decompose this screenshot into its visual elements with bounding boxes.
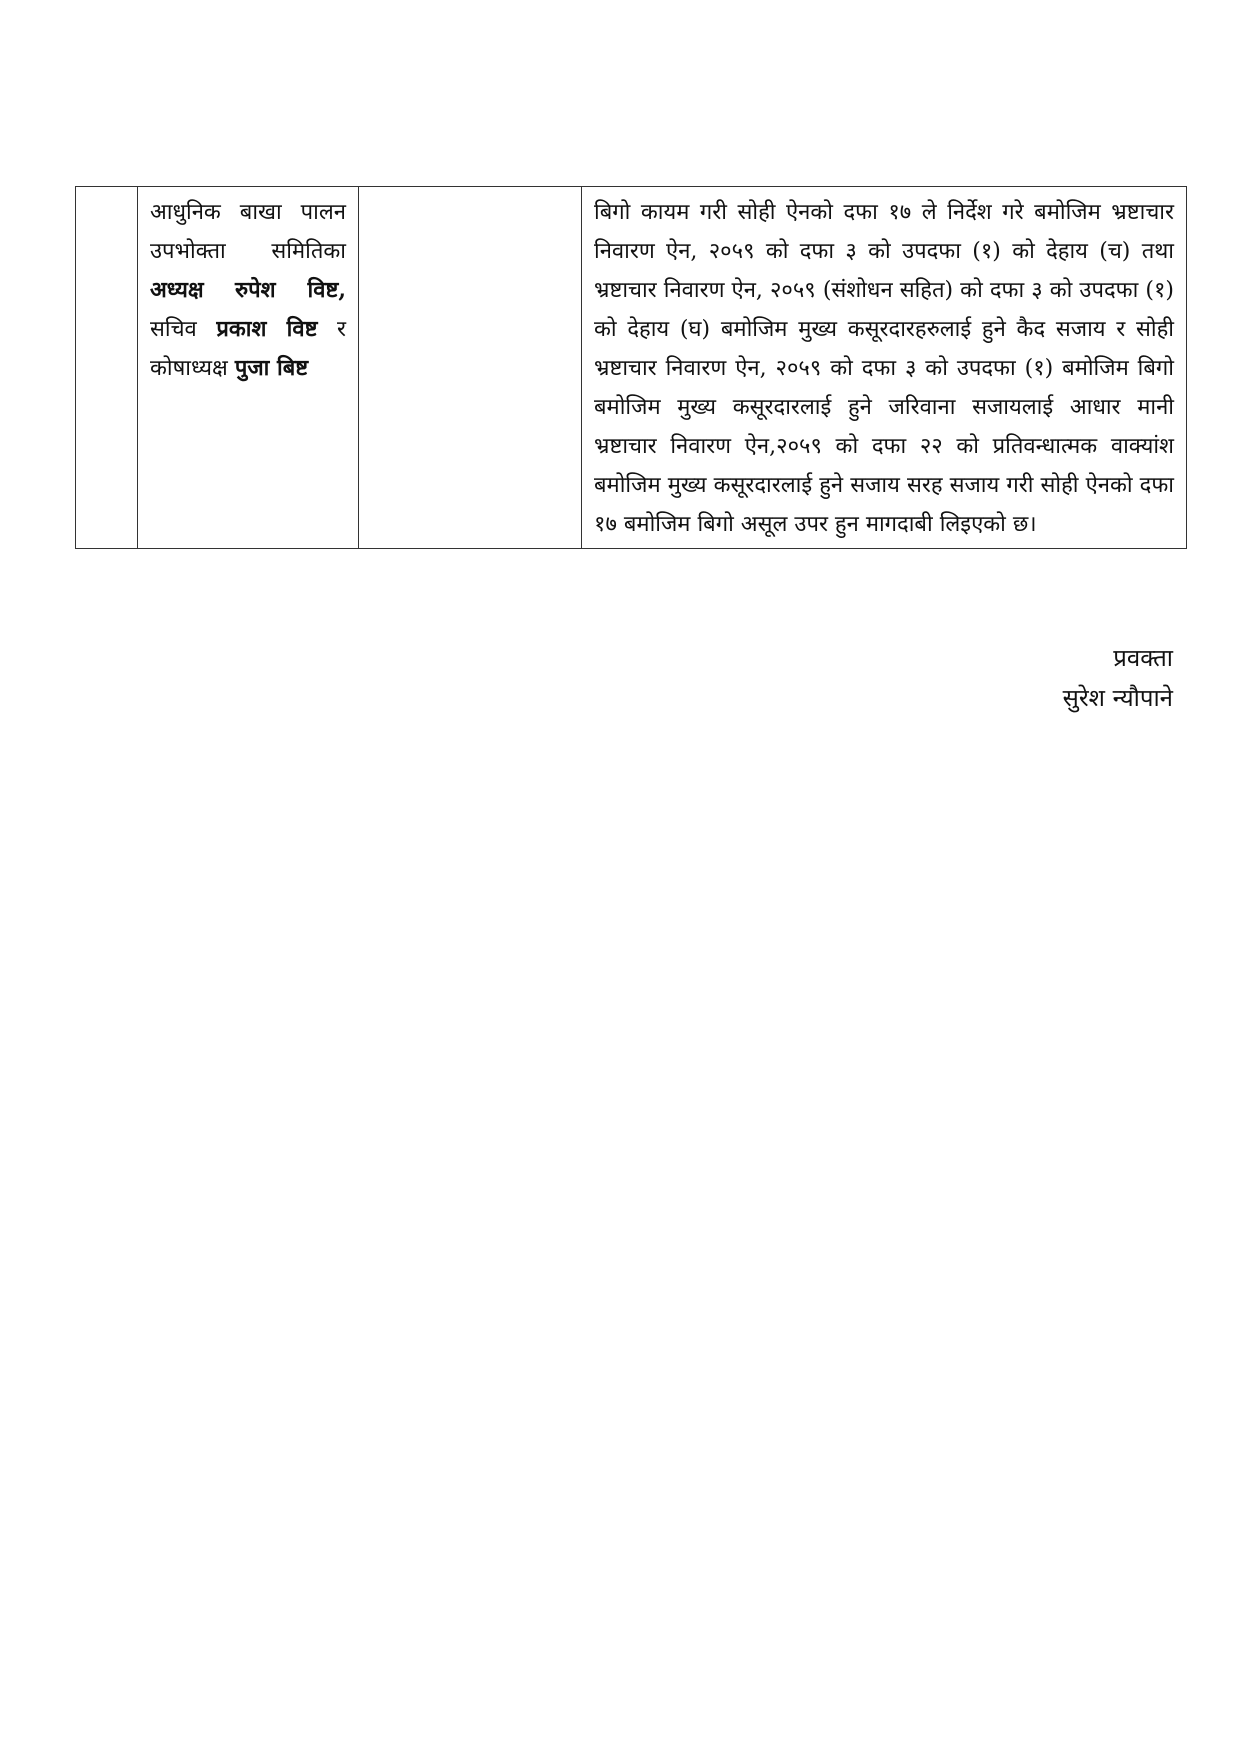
accused-cell <box>138 187 359 549</box>
spokesperson-role: प्रवक्ता <box>1113 644 1173 672</box>
conjunction: र <box>336 317 346 342</box>
secretary-name: प्रकाश विष्ट <box>216 316 318 342</box>
committee-name: आधुनिक बाखा पालन उपभोक्ता समितिका <box>150 200 346 264</box>
demand-cell: बिगो कायम गरी सोही ऐनको दफा १७ ले निर्देश गरे बमोजिम भ्रष्टाचार निवारण ऐन, २०५९ को दफा ३ को उपदफा (१) को देहाय (च) तथा भ्रष्टाचार निवारण ऐन, २०५९ (संशोधन सहित) को दफा ३ को उपदफा (१) को देहाय (घ) बमोजिम मुख्य कसूरदारहरुलाई हुने कैद सजाय र सोही भ्रष्टाचार निवारण ऐन, २०५९ को दफा ३ को उपदफा (१) बमोजिम बिगो बमोजिम मुख्य कसूरदारलाई हुने जरिवाना सजायलाई आधार मानी भ्रष्टाचार निवारण ऐन,२०५९ को दफा २२ को प्रतिवन्धात्मक वाक्यांश बमोजिम मुख्य कसूरदारलाई हुने सजाय सरह सजाय गरी सोही ऐनको दफा १७ बमोजिम बिगो असूल उपर हुन मागदाबी लिइएको छ। <box>582 187 1187 549</box>
treasurer-name: पुजा बिष्ट <box>234 355 309 381</box>
treasurer-title: कोषाध्यक्ष <box>150 356 228 381</box>
signature-block <box>1063 638 1173 718</box>
spokesperson-name: सुरेश न्यौपाने <box>1062 684 1173 712</box>
table-row <box>76 187 1187 549</box>
chair-title: अध्यक्ष <box>150 277 204 303</box>
chair-name: रुपेश विष्ट, <box>234 277 346 303</box>
serial-cell <box>76 187 138 549</box>
empty-cell <box>359 187 582 549</box>
case-table <box>75 186 1187 549</box>
secretary-title: सचिव <box>150 317 197 342</box>
